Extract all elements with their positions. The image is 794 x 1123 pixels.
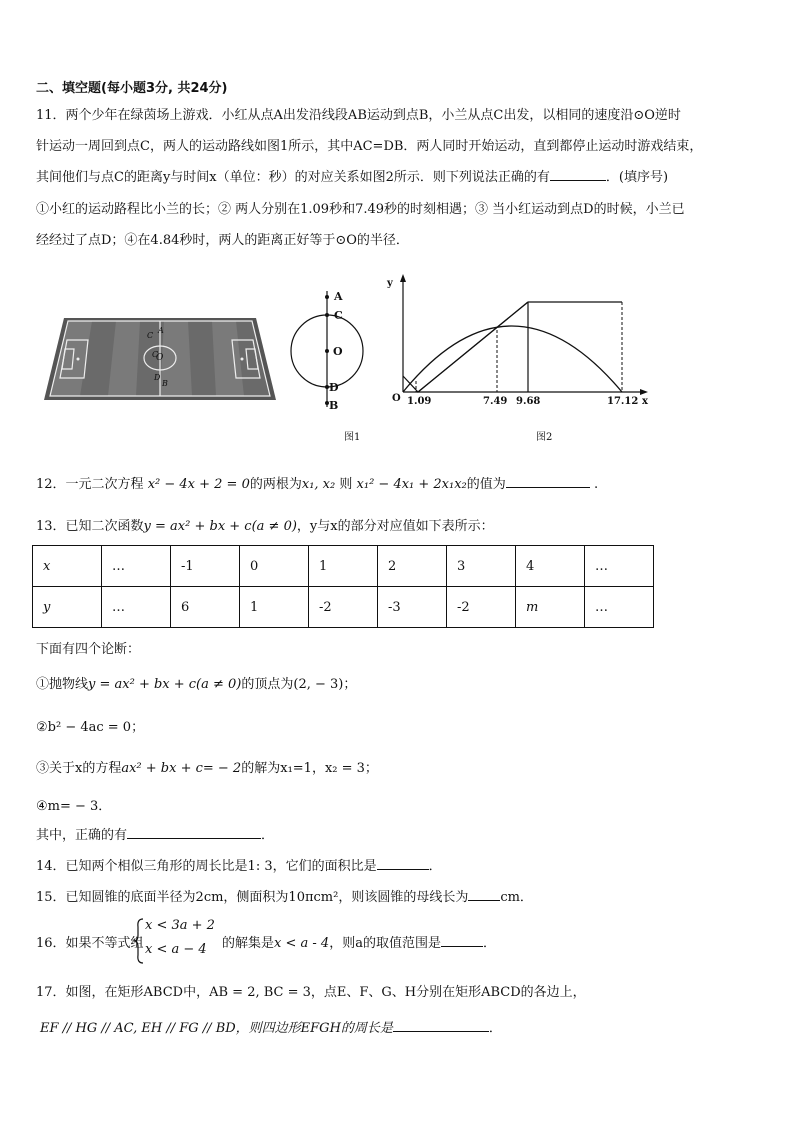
q15-answer-blank[interactable] xyxy=(468,888,500,901)
q11-line4: ①小红的运动路程比小兰的长；② 两人分别在1.09秒和7.49秒的时刻相遇；③ 当小红运动到点D的时候，小兰已 xyxy=(36,202,685,217)
q12-text-b: 的两根为 xyxy=(249,477,302,492)
q16-inequality-1: x < 3a + 2 xyxy=(145,918,215,933)
svg-text:C: C xyxy=(152,350,159,359)
q13-s3-text-b: 的解为 xyxy=(241,761,281,776)
q12-expression: x₁² − 4x₁ + 2x₁x₂ xyxy=(356,477,467,492)
q16-text-c: ，则a的取值范围是 xyxy=(329,936,441,951)
fig2-tick-2: 7.49 xyxy=(483,396,508,407)
q17-text: EF // HG // AC, EH // FG // BD，则四边形EFGH的周长是 xyxy=(40,1021,393,1036)
q13-statement-4: ④m= − 3． xyxy=(36,799,112,814)
q13-text-a: 13．已知二次函数 xyxy=(36,519,144,534)
table-cell: x xyxy=(33,546,102,587)
q15-text: 15．已知圆锥的底面半径为2cm，侧面积为10πcm²，则该圆锥的母线长为 xyxy=(36,890,469,905)
q13-s1-text-a: ①抛物线 xyxy=(36,677,89,692)
q15-end: cm． xyxy=(500,890,533,905)
q16-brace xyxy=(133,917,145,965)
q16-rest xyxy=(222,932,496,951)
q17-end: ． xyxy=(488,1021,502,1036)
svg-text:B: B xyxy=(162,379,168,388)
q16-end: ． xyxy=(482,936,496,951)
figure-2-graph xyxy=(370,270,660,415)
q11-answer-blank[interactable] xyxy=(550,168,606,181)
q16-solution: x < a - 4 xyxy=(274,936,330,951)
q11-line3 xyxy=(36,166,668,185)
q13-ask xyxy=(36,824,274,843)
q11-line2: 针运动一周回到点C，两人的运动路线如图1所示，其中AC=DB．两人同时开始运动，直到都停止运动时游戏结束， xyxy=(36,139,703,154)
table-cell: 0 xyxy=(240,546,309,587)
q13-s3-equation: ax² + bx + c= − 2 xyxy=(121,761,242,776)
table-cell: -1 xyxy=(171,546,240,587)
fig2-tick-3: 9.68 xyxy=(516,396,541,407)
table-cell: 4 xyxy=(516,546,585,587)
q13-s1-text-b: 的顶点为 xyxy=(241,677,294,692)
q14-answer-blank[interactable] xyxy=(377,857,429,870)
q13-function: y = ax² + bx + c(a ≠ 0) xyxy=(143,519,297,534)
table-cell: 1 xyxy=(309,546,378,587)
fig2-origin: O xyxy=(392,393,401,404)
table-cell: … xyxy=(102,546,171,587)
table-cell: … xyxy=(585,587,654,628)
q12-text-d: 的值为 xyxy=(466,477,506,492)
fig2-tick-4: 17.12 xyxy=(607,396,639,407)
figure-2-caption: 图2 xyxy=(536,432,553,443)
table-cell: -2 xyxy=(447,587,516,628)
fig2-tick-1: 1.09 xyxy=(407,396,432,407)
fig1-label-c: C xyxy=(334,309,343,322)
svg-text:C: C xyxy=(147,331,154,340)
q12-line xyxy=(36,473,598,492)
table-row-x xyxy=(33,546,654,587)
svg-text:A: A xyxy=(158,326,164,335)
q13-text-b: ，y与x的部分对应值如下表所示： xyxy=(296,519,494,534)
fig1-label-b: B xyxy=(329,399,339,412)
q13-s1-function: y = ax² + bx + c(a ≠ 0) xyxy=(88,677,242,692)
q16-text-a: 16．如果不等式组 xyxy=(36,936,144,951)
q13-answer-blank[interactable] xyxy=(127,826,261,839)
q13-line xyxy=(36,515,494,534)
q13-statement-1 xyxy=(36,673,356,692)
svg-text:D: D xyxy=(154,373,161,382)
fig1-label-d: D xyxy=(329,381,339,394)
q11-line3-text: 其间他们与点C的距离y与时间x（单位：秒）的对应关系如图2所示．则下列说法正确的有 xyxy=(36,170,550,185)
q11-line5: 经经过了点D；④在4.84秒时，两人的距离正好等于⊙O的半径． xyxy=(36,233,409,248)
soccer-field-image xyxy=(40,312,280,404)
q13-ask-end: ． xyxy=(261,828,275,843)
figure-1-circle xyxy=(290,285,380,415)
q17-answer-blank[interactable] xyxy=(393,1019,489,1032)
q13-ask-text: 其中，正确的有 xyxy=(36,828,128,843)
q12-equation: x² − 4x + 2 = 0 xyxy=(147,477,250,492)
table-cell: y xyxy=(33,587,102,628)
q12-text-a: 12．一元二次方程 xyxy=(36,477,144,492)
q15-line xyxy=(36,886,533,905)
q12-roots: x₁, x₂ xyxy=(301,477,336,492)
q13-statement-3 xyxy=(36,757,378,776)
fig2-y-label: y xyxy=(387,278,393,289)
table-row-y xyxy=(33,587,654,628)
q14-line xyxy=(36,855,442,874)
table-cell: 3 xyxy=(447,546,516,587)
figure-1-caption: 图1 xyxy=(344,432,361,443)
q16-inequality-2: x < a − 4 xyxy=(145,942,207,957)
q11-line1: 11．两个少年在绿茵场上游戏．小红从点A出发沿线段AB运动到点B，小兰从点C出发，以相同的速度沿⊙O逆时 xyxy=(36,108,681,123)
q17-line1: 17．如图，在矩形ABCD中，AB = 2, BC = 3，点E、F、G、H分别在矩形ABCD的各边上， xyxy=(36,985,586,1000)
q13-statement-2: ②b² − 4ac = 0； xyxy=(36,720,145,735)
q14-text: 14．已知两个相似三角形的周长比是1: 3，它们的面积比是 xyxy=(36,859,377,874)
q13-s3-text-a: ③关于x的方程 xyxy=(36,761,122,776)
q13-s1-vertex: (2, − 3)； xyxy=(293,677,357,692)
q17-line2 xyxy=(40,1017,502,1036)
q14-end: ． xyxy=(428,859,442,874)
fig1-label-a: A xyxy=(334,290,343,303)
fig1-label-o: O xyxy=(333,345,343,358)
table-cell: m xyxy=(516,587,585,628)
table-cell: 2 xyxy=(378,546,447,587)
q13-intro: 下面有四个论断： xyxy=(36,642,141,657)
q12-text-c: 则 xyxy=(339,477,353,492)
table-cell: -3 xyxy=(378,587,447,628)
q16-answer-blank[interactable] xyxy=(441,934,483,947)
table-cell: -2 xyxy=(309,587,378,628)
q13-s3-solution: x₁=1，x₂ = 3； xyxy=(280,761,378,776)
section-title: 二、填空题(每小题3分, 共24分) xyxy=(36,81,228,96)
table-cell: … xyxy=(102,587,171,628)
table-cell: 6 xyxy=(171,587,240,628)
q12-answer-blank[interactable] xyxy=(506,475,590,488)
fig2-x-label: x xyxy=(642,396,648,407)
q16-text-b: 的解集是 xyxy=(222,936,275,951)
table-cell: 1 xyxy=(240,587,309,628)
q13-value-table xyxy=(32,545,654,628)
q12-end: . xyxy=(593,477,599,492)
q11-line3-end: ．(填序号) xyxy=(605,170,669,185)
table-cell: … xyxy=(585,546,654,587)
svg-text:O: O xyxy=(156,353,164,363)
